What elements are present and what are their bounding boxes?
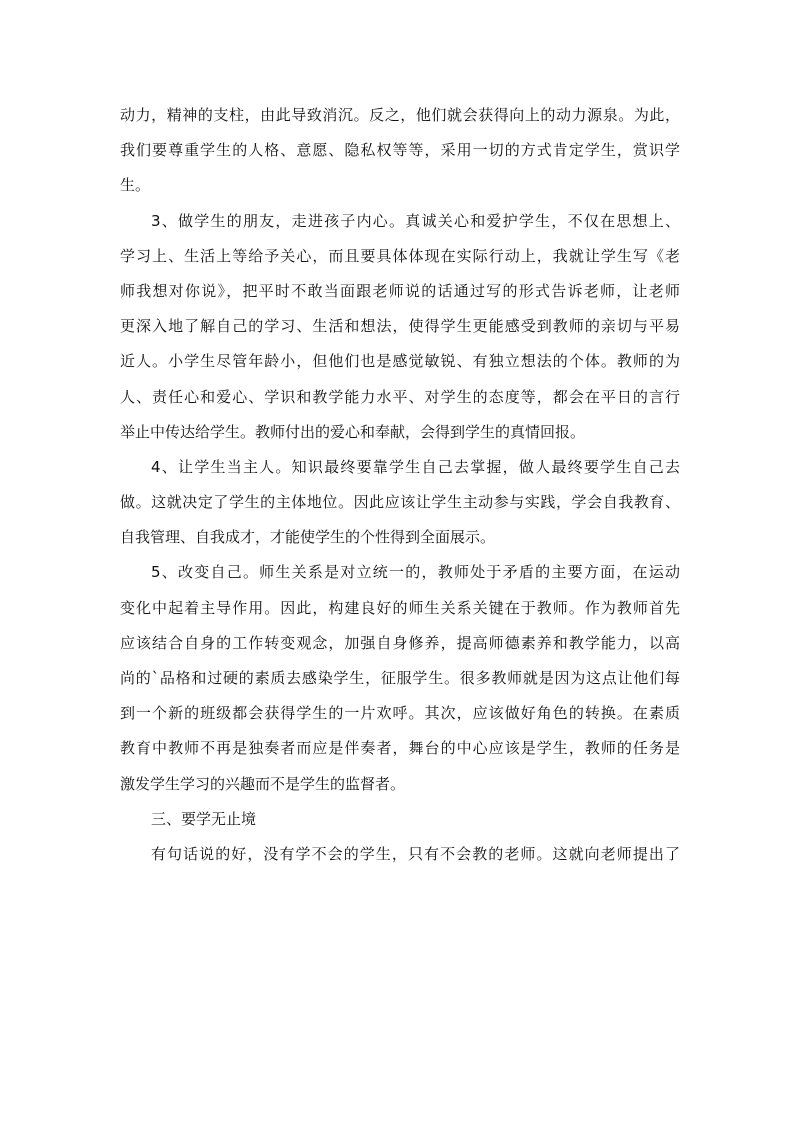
paragraph-line: 师我想对你说》，把平时不敢当面跟老师说的话通过写的形式告诉老师，让老师: [120, 281, 680, 300]
paragraph-line: 人、责任心和爱心、学识和教学能力水平、对学生的态度等，都会在平日的言行: [120, 387, 680, 406]
paragraph-line: 自我管理、自我成才，才能使学生的个性得到全面展示。: [120, 528, 496, 547]
paragraph-line: 教育中教师不再是独奏者而应是伴奏者，舞台的中心应该是学生，教师的任务是: [120, 739, 680, 758]
paragraph-line: 3、做学生的朋友，走进孩子内心。真诚关心和爱护学生，不仅在思想上、: [151, 211, 680, 230]
paragraph-line: 学习上、生活上等给予关心，而且要具体体现在实际行动上，我就让学生写《老: [120, 246, 680, 265]
paragraph-line: 变化中起着主导作用。因此，构建良好的师生关系关键在于教师。作为教师首先: [120, 598, 680, 617]
paragraph-line: 做。这就决定了学生的主体地位。因此应该让学生主动参与实践，学会自我教育、: [120, 493, 680, 512]
paragraph-line: 近人。小学生尽管年龄小，但他们也是感觉敏锐、有独立想法的个体。教师的为: [120, 352, 680, 371]
document-body: [120, 101, 680, 875]
paragraph-line: 生。: [120, 176, 151, 195]
paragraph-line: 举止中传达给学生。教师付出的爱心和奉献，会得到学生的真情回报。: [120, 422, 586, 441]
paragraph-line: 5、改变自己。师生关系是对立统一的，教师处于矛盾的主要方面，在运动: [151, 563, 680, 582]
paragraph-line: 尚的`品格和过硬的素质去感染学生，征服学生。很多教师就是因为这点让他们每: [120, 669, 680, 687]
paragraph-line: 4、让学生当主人。知识最终要靠学生自己去掌握，做人最终要学生自己去: [151, 457, 680, 476]
paragraph-line: 有句话说的好，没有学不会的学生，只有不会教的老师。这就向老师提出了: [151, 844, 680, 863]
section-heading: 三、要学无止境: [151, 809, 257, 828]
paragraph-line: 我们要尊重学生的人格、意愿、隐私权等等，采用一切的方式肯定学生，赏识学: [120, 141, 680, 160]
paragraph-line: 到一个新的班级都会获得学生的一片欢呼。其次，应该做好角色的转换。在素质: [120, 704, 680, 723]
paragraph-line: 更深入地了解自己的学习、生活和想法，使得学生更能感受到教师的亲切与平易: [120, 317, 680, 336]
paragraph-line: 动力，精神的支柱，由此导致消沉。反之，他们就会获得向上的动力源泉。为此，: [120, 106, 680, 124]
paragraph-line: 应该结合自身的工作转变观念，加强自身修养，提高师德素养和教学能力，以高: [120, 633, 680, 652]
paragraph-line: 激发学生学习的兴趣而不是学生的监督者。: [120, 774, 406, 793]
